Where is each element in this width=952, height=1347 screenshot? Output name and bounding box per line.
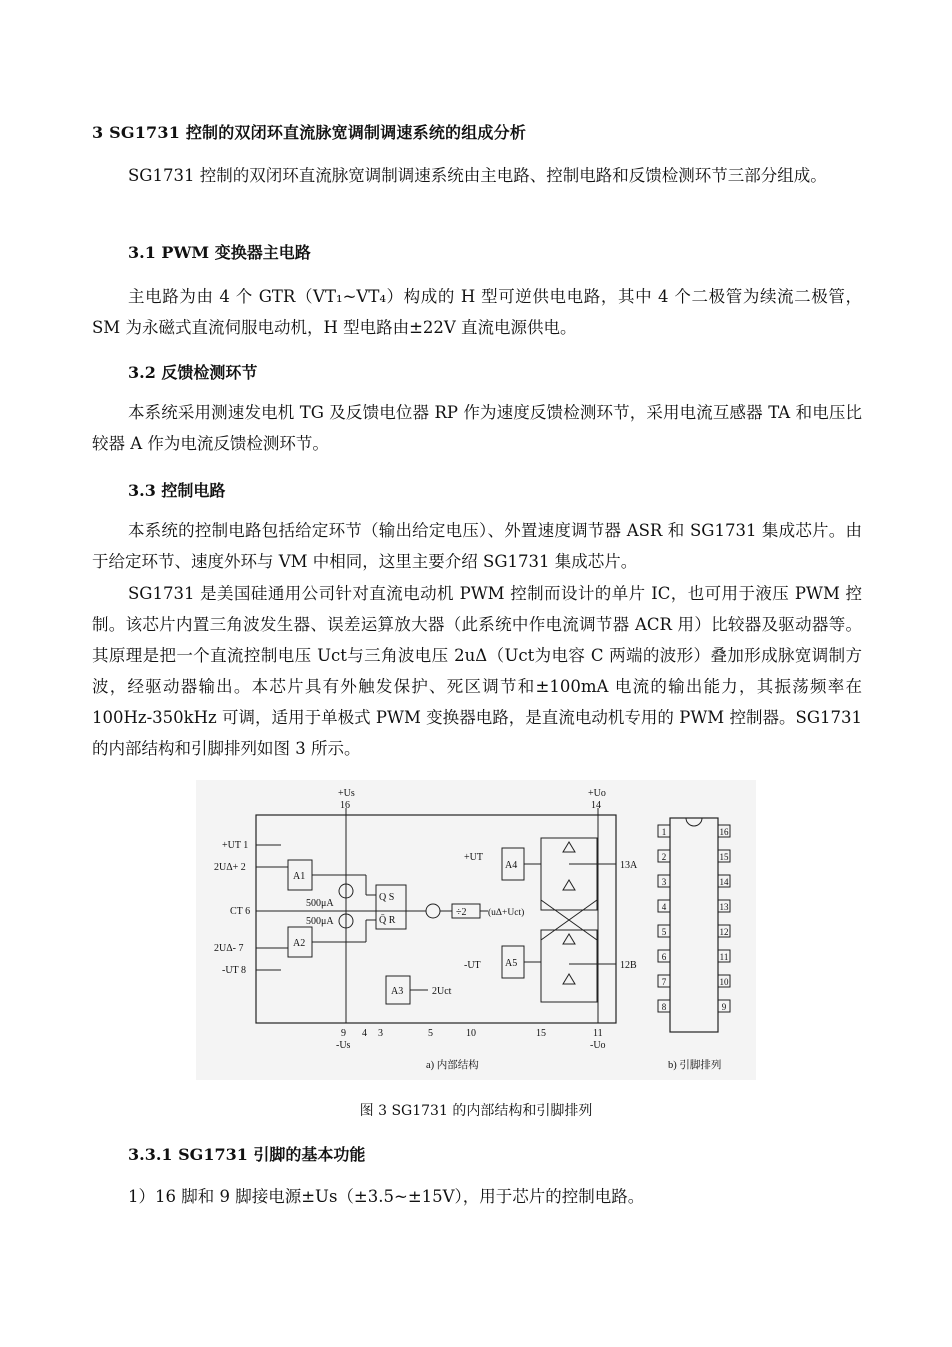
label-bpin-10: 10 bbox=[466, 1028, 476, 1039]
label-out12b: 12B bbox=[620, 960, 637, 971]
label-a4: A4 bbox=[505, 860, 518, 871]
intro-paragraph: SG1731 控制的双闭环直流脉宽调制调速系统由主电路、控制电路和反馈检测环节三部分组成。 bbox=[128, 166, 827, 185]
section-3-3-1-item1: 1）16 脚和 9 脚接电源±Us（±3.5~±15V），用于芯片的控制电路。 bbox=[128, 1187, 645, 1206]
pin-label-left-2: 2 bbox=[661, 852, 667, 862]
label-ut-plus: +UT bbox=[464, 852, 483, 863]
label-qr: Q̄ R bbox=[379, 915, 396, 926]
section-3-3-text1: 本系统的控制电路包括给定环节（输出给定电压）、外置速度调节器 ASR 和 SG1731 集成芯片。由于给定环节、速度外环与 VM 中相同，这里主要介绍 SG1731 集成芯片。 bbox=[92, 521, 862, 571]
pin-label-right-10: 10 bbox=[719, 977, 729, 987]
section-3-3-1-title: 3.3.1 SG1731 引脚的基本功能 bbox=[128, 1145, 366, 1164]
label-a2: A2 bbox=[293, 938, 306, 949]
label-ct6: CT 6 bbox=[230, 906, 251, 917]
label-bpin-11: 11 bbox=[593, 1028, 603, 1039]
pin-label-right-13: 13 bbox=[719, 902, 729, 912]
label-du2: 2UΔ+ 2 bbox=[214, 862, 246, 873]
label-pin14: 14 bbox=[591, 800, 601, 811]
figure-sg1731 bbox=[196, 780, 756, 1080]
label-a3: A3 bbox=[391, 986, 404, 997]
pin-label-right-16: 16 bbox=[719, 827, 729, 837]
pin-label-right-15: 15 bbox=[719, 852, 729, 862]
pin-label-left-1: 1 bbox=[661, 827, 667, 837]
section-3-2-title: 3.2 反馈检测环节 bbox=[128, 363, 258, 382]
pin-label-left-8: 8 bbox=[661, 1002, 667, 1012]
label-uct: 2Uct bbox=[432, 986, 452, 997]
label-pin16: 16 bbox=[340, 800, 350, 811]
pin-label-left-6: 6 bbox=[661, 952, 667, 962]
pin-label-right-9: 9 bbox=[721, 1002, 727, 1012]
label-i2: 500μA bbox=[306, 916, 334, 927]
section-3-3-text2: SG1731 是美国硅通用公司针对直流电动机 PWM 控制而设计的单片 IC，也可用于液压 PWM 控制。该芯片内置三角波发生器、误差运算放大器（此系统中作电流调节器 ACR 用）比较器及驱动器等。其原理是把一个直流控制电压 Uct与三角波电压 2uΔ（Uct为电容 C 两端的波形）叠加形成脉宽调制方波，经驱动器输出。本芯片具有外触发保护、死区调节和±100mA 电流的输出能力，其振荡频率在 100Hz-350kHz 可调，适用于单极式 PWM 变换器电路，是直流电动机专用的 PWM 控制器。SG1731 的内部结构和引脚排列如图 3 所示。 bbox=[92, 584, 862, 758]
main-heading: 3 SG1731 控制的双闭环直流脉宽调制调速系统的组成分析 bbox=[92, 123, 527, 142]
label-us-top: +Us bbox=[338, 788, 355, 799]
pin-label-right-14: 14 bbox=[719, 877, 729, 887]
label-sum: (uΔ+Uct) bbox=[488, 908, 525, 918]
label-bpin-3: 3 bbox=[378, 1028, 383, 1039]
pin-label-left-7: 7 bbox=[661, 977, 667, 987]
circuit-diagram bbox=[196, 780, 756, 1080]
label-a5: A5 bbox=[505, 958, 518, 969]
label-uo-bot: -Uo bbox=[590, 1040, 606, 1051]
figure-caption: 图 3 SG1731 的内部结构和引脚排列 bbox=[359, 1103, 593, 1119]
pin-label-left-5: 5 bbox=[661, 927, 667, 937]
label-ut8: -UT 8 bbox=[222, 965, 246, 976]
label-ut1: +UT 1 bbox=[222, 840, 249, 851]
label-du7: 2UΔ- 7 bbox=[214, 943, 244, 954]
caption-sub-a: a) 内部结构 bbox=[426, 1060, 479, 1071]
section-3-2-text: 本系统采用测速发电机 TG 及反馈电位器 RP 作为速度反馈检测环节，采用电流互感器 TA 和电压比较器 A 作为电流反馈检测环节。 bbox=[92, 403, 862, 453]
label-qs: Q S bbox=[379, 892, 395, 903]
label-bpin-4: 4 bbox=[362, 1028, 367, 1039]
label-bpin-5: 5 bbox=[428, 1028, 433, 1039]
label-ut-minus: -UT bbox=[464, 960, 481, 971]
label-uo-top: +Uo bbox=[588, 788, 606, 799]
caption-sub-b: b) 引脚排列 bbox=[668, 1060, 722, 1071]
pin-label-right-12: 12 bbox=[719, 927, 729, 937]
label-bpin-15: 15 bbox=[536, 1028, 546, 1039]
label-bpin-9: 9 bbox=[341, 1028, 346, 1039]
section-3-3-title: 3.3 控制电路 bbox=[128, 481, 226, 500]
label-div2: ÷2 bbox=[456, 907, 467, 918]
label-us-bot: -Us bbox=[336, 1040, 351, 1051]
section-3-1-text: 主电路为由 4 个 GTR（VT₁~VT₄）构成的 H 型可逆供电电路，其中 4 个二极管为续流二极管，SM 为永磁式直流伺服电动机，H 型电路由±22V 直流电源供电。 bbox=[92, 287, 862, 337]
section-3-1-title: 3.1 PWM 变换器主电路 bbox=[128, 243, 311, 262]
pin-label-left-3: 3 bbox=[661, 877, 667, 887]
pin-label-left-4: 4 bbox=[661, 902, 667, 912]
label-i1: 500μA bbox=[306, 898, 334, 909]
label-a1: A1 bbox=[293, 871, 306, 882]
pin-label-right-11: 11 bbox=[719, 952, 729, 962]
label-out13a: 13A bbox=[620, 860, 638, 871]
